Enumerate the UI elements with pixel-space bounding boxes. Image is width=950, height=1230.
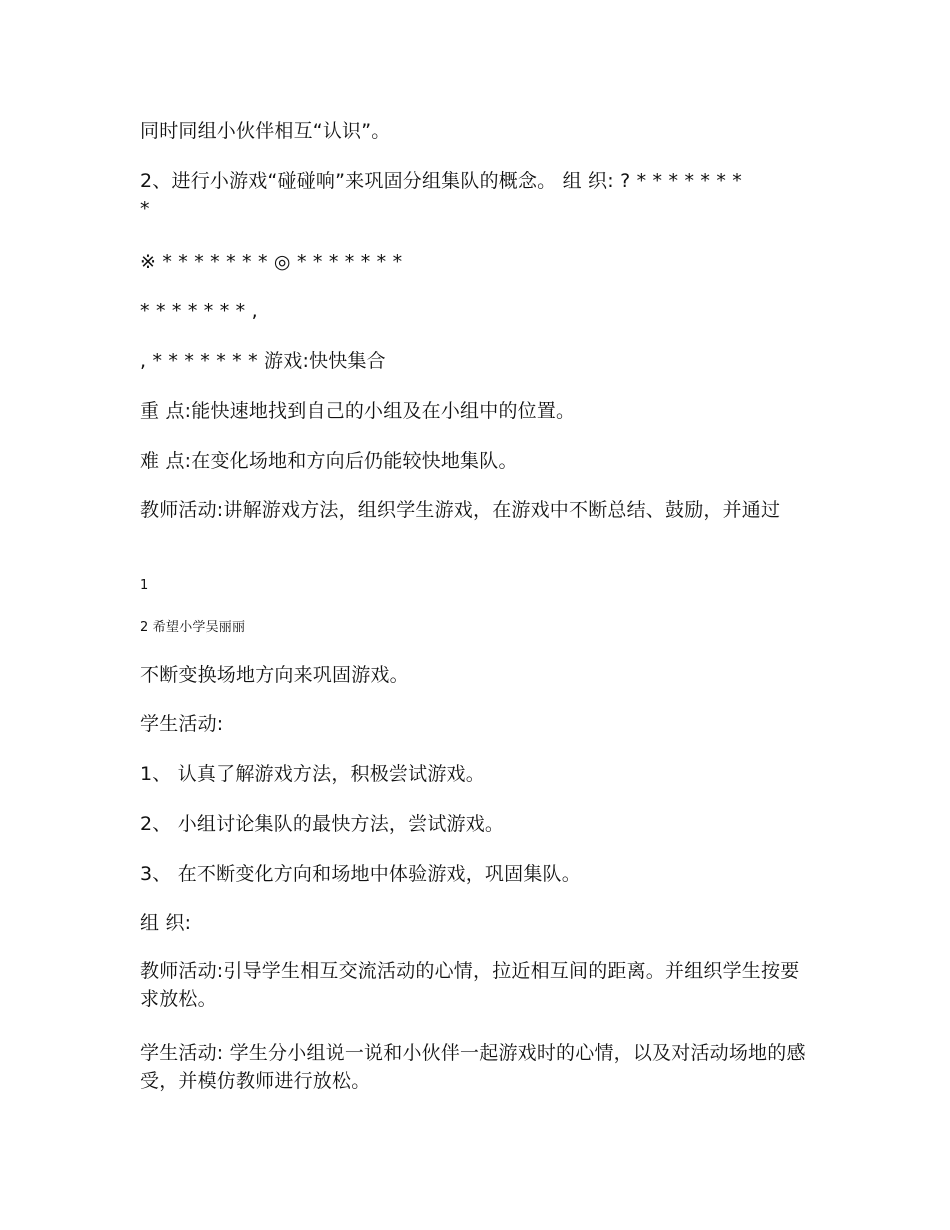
formation-line-2: * * * * * * * , (140, 300, 258, 322)
student-activity-item-3: 3、 在不断变化方向和场地中体验游戏，巩固集队。 (140, 863, 581, 885)
text-line-group-recognition: 同时同组小伙伴相互“认识”。 (140, 120, 391, 142)
footer-text: 2 希望小学吴丽丽 (140, 620, 246, 635)
student-activity-item-2: 2、 小组讨论集队的最快方法，尝试游戏。 (140, 813, 505, 835)
student-activity-summary: 学生活动: 学生分小组说一说和小伙伴一起游戏时的心情，以及对活动场地的感受，并模仿教师进行放松。 (140, 1042, 806, 1092)
teacher-activity-line-1: 教师活动:讲解游戏方法，组织学生游戏，在游戏中不断总结、鼓励，并通过 (140, 499, 781, 521)
formation-line-3: , * * * * * * * 游戏:快快集合 (140, 350, 386, 372)
text-line-continued: 不断变换场地方向来巩固游戏。 (140, 664, 409, 686)
text-line-star-wrap: * (140, 198, 150, 220)
key-point-line: 重 点:能快速地找到自己的小组及在小组中的位置。 (140, 400, 576, 422)
teacher-activity-line-2: 教师活动:引导学生相互交流活动的心情，拉近相互间的距离。并组织学生按要求放松。 (140, 960, 800, 1010)
student-activity-heading: 学生活动: (140, 713, 224, 735)
formation-line-1: ※ * * * * * * * ◎ * * * * * * * (140, 251, 403, 273)
organization-heading: 组 织: (140, 912, 192, 934)
difficulty-line: 难 点:在变化场地和方向后仍能较快地集队。 (140, 450, 518, 472)
text-line-game-intro: 2、进行小游戏“碰碰响”来巩固分组集队的概念。 组 织: ? * * * * * * * (140, 170, 742, 192)
student-activity-item-1: 1、 认真了解游戏方法，积极尝试游戏。 (140, 763, 485, 785)
page-number: 1 (140, 578, 149, 593)
